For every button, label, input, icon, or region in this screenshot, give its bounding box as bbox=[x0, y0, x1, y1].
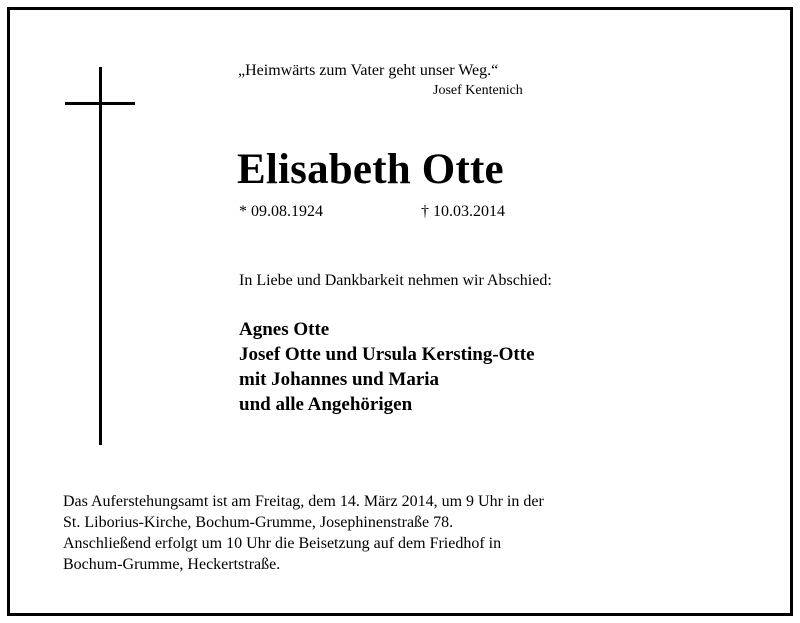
mourner-line: Josef Otte und Ursula Kersting-Otte bbox=[239, 344, 535, 365]
cross-vertical-bar bbox=[99, 67, 102, 445]
mourner-line: mit Johannes und Maria bbox=[239, 369, 440, 390]
quote-text: „Heimwärts zum Vater geht unser Weg.“ bbox=[238, 62, 499, 79]
farewell-text: In Liebe und Dankbarkeit nehmen wir Abschied: bbox=[239, 272, 552, 289]
service-line: St. Liborius-Kirche, Bochum-Grumme, Josephinenstraße 78. bbox=[63, 514, 454, 531]
service-line: Das Auferstehungsamt ist am Freitag, dem 14. März 2014, um 9 Uhr in der bbox=[63, 493, 544, 510]
service-line: Bochum-Grumme, Heckertstraße. bbox=[63, 556, 281, 573]
mourner-line: und alle Angehörigen bbox=[239, 394, 413, 415]
deceased-name: Elisabeth Otte bbox=[237, 146, 504, 193]
birth-date: * 09.08.1924 bbox=[239, 203, 323, 220]
quote-author: Josef Kentenich bbox=[433, 83, 523, 98]
mourners-list bbox=[239, 317, 535, 417]
death-date: † 10.03.2014 bbox=[421, 203, 505, 220]
service-info bbox=[63, 491, 544, 575]
service-line: Anschließend erfolgt um 10 Uhr die Beisetzung auf dem Friedhof in bbox=[63, 535, 502, 552]
cross-horizontal-bar bbox=[65, 102, 135, 105]
mourner-line: Agnes Otte bbox=[239, 319, 330, 340]
